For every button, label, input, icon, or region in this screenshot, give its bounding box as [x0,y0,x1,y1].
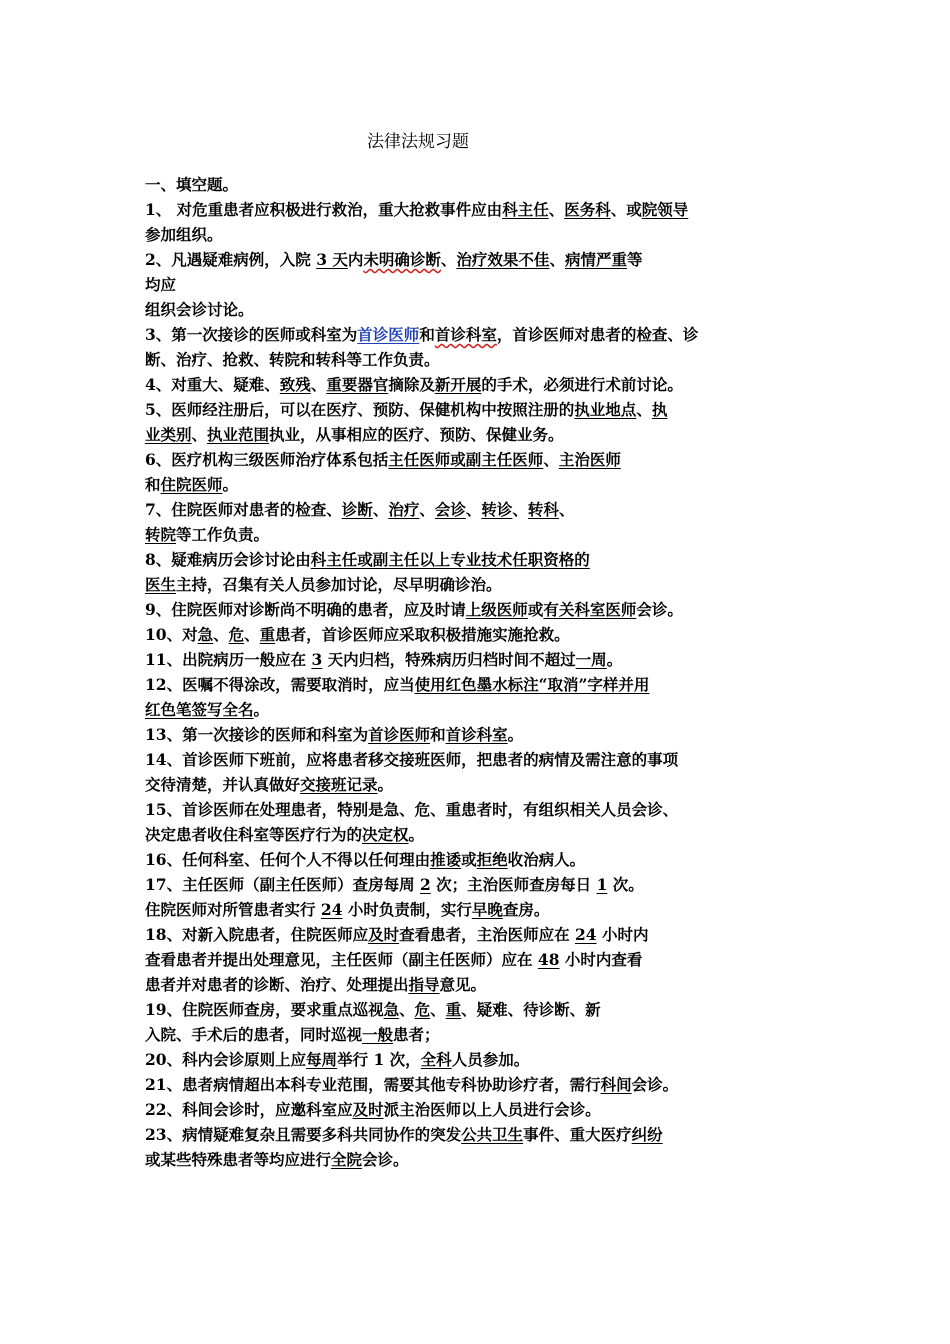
text-segment: 或 [461,850,477,869]
text-segment: 。 [606,650,623,669]
text-segment: 、疑难、待诊断、新 [461,1000,601,1019]
text-line [145,522,765,547]
answer-segment: 主任医师或副主任医师 [388,450,544,469]
text-segment: 8、疑难病历会诊讨论由 [145,550,311,569]
text-line [145,972,765,997]
answer-segment: 转诊 [481,500,513,519]
text-segment: 、 [549,250,565,269]
text-segment: 一、填空题。 [145,175,239,194]
text-line [145,1072,765,1097]
text-line [145,1122,765,1147]
text-line [145,1097,765,1122]
answer-segment: 科主任 [502,200,549,219]
text-line [145,422,765,447]
answer-segment: 1 [596,875,608,894]
text-segment: 会诊。 [636,600,683,619]
text-segment: 20、科内会诊原则上应 [145,1050,307,1069]
answer-segment: 危 [228,625,245,644]
answer-segment: 重要器官 [326,375,389,394]
answer-segment: 指导 [408,975,440,994]
text-segment: 会诊。 [362,1150,409,1169]
text-segment: 5、医师经注册后，可以在医疗、预防、保健机构中按照注册的 [145,400,575,419]
answer-segment: 推诿 [430,850,462,869]
text-segment: 、 [543,450,559,469]
answer-segment: 病情严重 [564,250,627,269]
text-segment: 、 [636,400,652,419]
text-segment: 等 [626,250,643,269]
text-segment: 23、病情疑难复杂且需要多科共同协作的突发 [145,1125,462,1144]
answer-segment: 执 [651,400,668,419]
text-segment: 、 [310,375,327,394]
text-segment: 。 [222,475,239,494]
answer-segment: 未明确诊断 [363,250,441,269]
text-line [145,922,765,947]
answer-segment: 24 [320,900,343,919]
text-segment: 10、对 [145,625,198,644]
text-segment: 意见。 [439,975,487,994]
answer-segment: 有关科室医师 [543,600,637,619]
text-segment: 小时内查看 [559,950,643,969]
answer-segment: 及时 [368,925,400,944]
answer-segment: 科间 [600,1075,632,1094]
answer-segment: 主治医师 [558,450,621,469]
text-segment: 小时负责制，实行 [342,900,472,919]
text-segment: 4、对重大、疑难、 [145,375,280,394]
text-segment: 的手术，必须进行术前讨论。 [481,375,683,394]
text-segment: 决定患者收住科室等医疗行为的 [145,825,363,844]
text-segment: 13、第一次接诊的医师和科室为 [145,725,369,744]
answer-segment: 致残 [279,375,311,394]
text-segment: 和 [430,725,446,744]
answer-segment: 执业范围 [207,425,270,444]
text-segment: 11、出院病历一般应在 [145,650,312,669]
answer-segment: 医生 [145,575,177,594]
text-segment: 小时内 [596,925,649,944]
text-segment: 。 [408,825,425,844]
answer-segment: 上级医师 [465,600,528,619]
text-line [145,447,765,472]
text-segment: 21、患者病情超出本科专业范围，需要其他专科协助诊疗者，需行 [145,1075,601,1094]
text-segment: 次。 [607,875,644,894]
text-segment: 患者并对患者的诊断、治疗、处理提出 [145,975,409,994]
text-line [145,647,765,672]
text-line [145,172,765,197]
text-segment: 或 [527,600,544,619]
text-segment: 3、第一次接诊的医师或科室为 [145,325,358,344]
text-segment: 14、首诊医师下班前，应将患者移交接班医师，把患者的病情及需注意的事项 [145,750,679,769]
text-segment: 、 [191,425,208,444]
text-segment: 22、科间会诊时，应邀科室应 [145,1100,353,1119]
text-segment: 、 [440,250,457,269]
answer-segment: 首诊医师 [368,725,431,744]
text-line [145,1047,765,1072]
answer-segment: 转院 [145,525,177,544]
text-line [145,322,765,347]
text-segment: 患者； [393,1025,440,1044]
answer-segment: 2 [419,875,431,894]
answer-segment: 24 [575,925,597,944]
text-segment: 、 [430,1000,446,1019]
text-segment: 等工作负责。 [176,525,270,544]
answer-segment: 会诊 [434,500,466,519]
text-segment: 参加组织。 [145,225,223,244]
answer-segment: 业类别 [145,425,192,444]
answer-segment: 首诊科室 [445,725,508,744]
text-line [145,722,765,747]
text-segment: ，首诊医师对患者的检查、诊 [496,325,699,344]
answer-segment: 48 [537,950,560,969]
answer-segment: 早晚 [471,900,503,919]
text-segment: 12、医嘱不得涂改，需要取消时，应当 [145,675,415,694]
text-segment: 断、治疗、抢救、转院和转科等工作负责。 [145,350,440,369]
answer-segment: 首诊医师 [357,325,420,344]
text-line [145,1022,765,1047]
answer-segment: 执业地点 [574,400,637,419]
text-segment: 查看患者，主治医师应在 [399,925,575,944]
text-segment: 。 [507,725,524,744]
text-segment: 6、医疗机构三级医师治疗体系包括 [145,450,389,469]
answer-segment: 决定权 [362,825,409,844]
text-segment: 、 [399,1000,415,1019]
text-segment: 执业，从事相应的医疗、预防、保健业务。 [269,425,564,444]
answer-segment: 交接班记录 [300,775,378,794]
answer-segment: 全院 [331,1150,363,1169]
text-segment: 会诊。 [631,1075,679,1094]
text-segment: 摘除及 [388,375,435,394]
answer-segment: 一周 [575,650,607,669]
text-segment: 天内归档，特殊病历归档时间不超过 [322,650,576,669]
answer-segment: 首诊科室 [434,325,497,344]
text-line [145,697,765,722]
text-segment: 、或 [610,200,642,219]
text-line [145,1147,765,1172]
text-segment: 和 [419,325,435,344]
answer-segment: 治疗效果不佳 [456,250,550,269]
text-segment: 查看患者并提出处理意见，主任医师（副主任医师）应在 [145,950,538,969]
text-line [145,347,765,372]
text-segment: 派主治医师以上人员进行会诊。 [383,1100,601,1119]
text-line [145,497,765,522]
text-line [145,797,765,822]
text-line [145,272,765,297]
answer-segment: 纠纷 [631,1125,663,1144]
text-segment: 住院医师对所管患者实行 [145,900,321,919]
text-segment: 、 [512,500,528,519]
text-segment: 均应 [145,275,177,294]
text-line [145,997,765,1022]
text-segment: 、 [465,500,482,519]
answer-segment: 科主任或副主任以上专业技术任职资格的 [310,550,590,569]
answer-segment: 使用红色墨水标注“取消”字样并用 [414,675,650,694]
text-line [145,597,765,622]
text-segment: 2、凡遇疑难病例，入院 [145,250,317,269]
text-line [145,822,765,847]
text-segment: 患者，首诊医师应采取积极措施实施抢救。 [275,625,570,644]
text-line [145,397,765,422]
answer-segment: 诊断 [341,500,373,519]
text-line [145,847,765,872]
answer-segment: 每周 [306,1050,338,1069]
text-segment: 、 [213,625,229,644]
text-segment: 、 [244,625,260,644]
text-segment: 组织会诊讨论。 [145,300,254,319]
text-segment: 16、任何科室、任何个人不得以任何理由 [145,850,431,869]
text-segment: 。 [377,775,394,794]
answer-segment: 全科 [420,1050,452,1069]
text-line [145,772,765,797]
answer-segment: 院领导 [641,200,689,219]
answer-segment: 转科 [527,500,559,519]
text-segment: 15、首诊医师在处理患者，特别是急、危、重患者时，有组织相关人员会诊、 [145,800,679,819]
text-segment: 交待清楚，并认真做好 [145,775,301,794]
text-line [145,897,765,922]
text-line [145,297,765,322]
document-body [145,172,765,1172]
answer-segment: 3 [311,650,323,669]
document-title: 法律法规习题 [367,132,469,152]
answer-segment: 及时 [352,1100,384,1119]
text-line [145,672,765,697]
answer-segment: 医务科 [564,200,611,219]
text-line [145,872,765,897]
answer-segment: 红色笔签写全名 [145,700,254,719]
text-segment: 、 [558,500,575,519]
text-segment: 19、住院医师查房，要求重点巡视 [145,1000,384,1019]
answer-segment: 一般 [362,1025,394,1044]
text-segment: 收治病人。 [507,850,586,869]
text-line [145,547,765,572]
answer-segment: 3 天 [316,250,348,269]
text-segment: 17、主任医师（副主任医师）查房每周 [145,875,420,894]
text-line [145,947,765,972]
answer-segment: 急 [197,625,214,644]
text-segment: 9、住院医师对诊断尚不明确的患者，应及时请 [145,600,466,619]
text-line [145,197,765,222]
answer-segment: 急 [383,1000,400,1019]
text-segment: 内 [347,250,364,269]
answer-segment: 拒绝 [476,850,508,869]
text-segment: 人员参加。 [451,1050,530,1069]
answer-segment: 重 [445,1000,462,1019]
text-line [145,372,765,397]
text-segment: 、 [419,500,435,519]
text-line [145,747,765,772]
answer-segment: 公共卫生 [461,1125,524,1144]
text-segment: 、 [372,500,389,519]
text-line [145,222,765,247]
text-segment: 7、住院医师对患者的检查、 [145,500,342,519]
text-segment: 18、对新入院患者，住院医师应 [145,925,369,944]
text-segment: 1、 对危重患者应积极进行救治，重大抢救事件应由 [145,200,503,219]
text-segment: 、 [548,200,565,219]
text-segment: 和 [145,475,161,494]
text-line [145,622,765,647]
text-segment: 次；主治医师查房每日 [430,875,597,894]
answer-segment: 重 [259,625,276,644]
text-segment: 或某些特殊患者等均应进行 [145,1150,332,1169]
answer-segment: 危 [414,1000,431,1019]
text-segment: 。 [253,700,270,719]
text-line [145,472,765,497]
text-line [145,572,765,597]
text-segment: 查房。 [502,900,550,919]
text-segment: 事件、重大医疗 [523,1125,632,1144]
text-line [145,247,765,272]
text-segment: 举行 1 次， [337,1050,421,1069]
answer-segment: 治疗 [388,500,420,519]
answer-segment: 住院医师 [160,475,223,494]
text-segment: 入院、手术后的患者，同时巡视 [145,1025,363,1044]
text-segment: 主持，召集有关人员参加讨论，尽早明确诊治。 [176,575,502,594]
answer-segment: 新开展 [434,375,482,394]
